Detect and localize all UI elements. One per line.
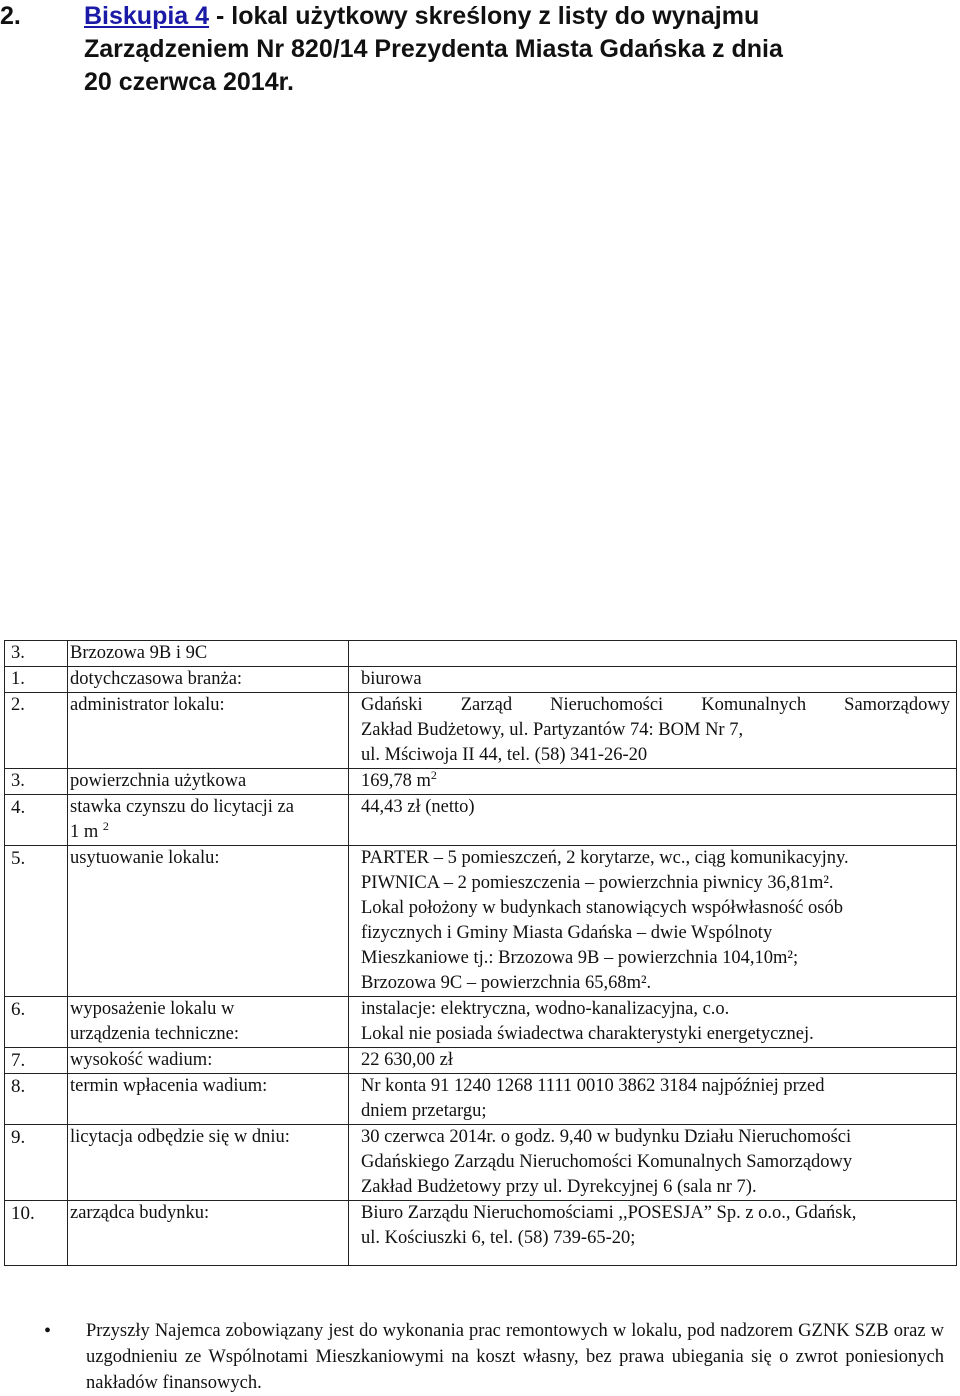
row-number: 6. bbox=[5, 997, 68, 1048]
row-number: 8. bbox=[5, 1074, 68, 1125]
bullet-text: Przyszły Najemca zobowiązany jest do wykonania prac remontowych w lokalu, pod nadzorem GZNK SZB oraz w uzgodnieniu ze Wspólnotami Mieszkaniowymi na koszt własny, bez prawa ubiegania się o zwrot poniesionych nakładów finansowych. bbox=[86, 1321, 944, 1393]
row-label: stawka czynszu do licytacji za 1 m $^2$ bbox=[68, 795, 349, 846]
row-number: 4. bbox=[5, 795, 68, 846]
row-value: Nr konta 91 1240 1268 1111 0010 3862 3184 najpóźniej przed dniem przetargu; bbox=[349, 1074, 957, 1125]
table-row bbox=[5, 769, 957, 795]
row-label: usytuowanie lokalu: bbox=[68, 846, 349, 997]
table-header-row bbox=[5, 641, 957, 667]
heading-text-line3: 20 czerwca 2014r. bbox=[84, 68, 294, 96]
table-row bbox=[5, 1125, 957, 1201]
row-value: PARTER – 5 pomieszczeń, 2 korytarze, wc., ciąg komunikacyjny. PIWNICA – 2 pomieszczenia – powierzchnia piwnicy 36,81m². Lokal położony w budynkach stanowiących współwłasność osób fizycznych i Gminy Miasta Gdańska – dwie Wspólnoty Mieszkaniowe tj.: Brzozowa 9B – powierzchnia 104,10m²; Brzozowa 9C – powierzchnia 65,68m². bbox=[349, 846, 957, 997]
section-number: 3. bbox=[5, 641, 68, 667]
row-label: dotychczasowa branża: bbox=[68, 667, 349, 693]
row-number: 3. bbox=[5, 769, 68, 795]
property-details-table bbox=[4, 640, 957, 1266]
row-number: 5. bbox=[5, 846, 68, 997]
row-label: wysokość wadium: bbox=[68, 1048, 349, 1074]
table-row bbox=[5, 693, 957, 769]
row-value: 169,78 $m^2$ bbox=[349, 769, 957, 795]
row-number: 1. bbox=[5, 667, 68, 693]
table-row bbox=[5, 795, 957, 846]
table-row bbox=[5, 997, 957, 1048]
bullet-note bbox=[44, 1318, 944, 1396]
heading-number: 2. bbox=[0, 2, 21, 30]
table-row bbox=[5, 1074, 957, 1125]
row-value: Gdański Zarząd Nieruchomości Komunalnych Samorządowy Zakład Budżetowy, ul. Partyzantów 74: BOM Nr 7, ul. Mściwoja II 44, tel. (58) 341-26-20 bbox=[349, 693, 957, 769]
row-label: powierzchnia użytkowa bbox=[68, 769, 349, 795]
row-number: 10. bbox=[5, 1201, 68, 1266]
row-value: Biuro Zarządu Nieruchomościami ,,POSESJA” Sp. z o.o., Gdańsk, ul. Kościuszki 6, tel. (58) 739-65-20; bbox=[349, 1201, 957, 1266]
row-number: 2. bbox=[5, 693, 68, 769]
row-number: 9. bbox=[5, 1125, 68, 1201]
table-row bbox=[5, 1048, 957, 1074]
row-label: licytacja odbędzie się w dniu: bbox=[68, 1125, 349, 1201]
row-number: 7. bbox=[5, 1048, 68, 1074]
table-row bbox=[5, 1201, 957, 1266]
table-row bbox=[5, 846, 957, 997]
row-label: zarządca budynku: bbox=[68, 1201, 349, 1266]
heading-text-line2: Zarządzeniem Nr 820/14 Prezydenta Miasta Gdańska z dnia bbox=[84, 35, 783, 63]
row-label: wyposażenie lokalu w urządzenia techniczne: bbox=[68, 997, 349, 1048]
heading-text-line1: - lokal użytkowy skreślony z listy do wynajmu bbox=[209, 2, 760, 30]
bullet-icon: • bbox=[44, 1320, 52, 1342]
section-title: Brzozowa 9B i 9C bbox=[68, 641, 349, 667]
section-heading bbox=[0, 0, 946, 99]
table-row bbox=[5, 667, 957, 693]
row-value: 30 czerwca 2014r. o godz. 9,40 w budynku Działu Nieruchomości Gdańskiego Zarządu Nieruchomości Komunalnych Samorządowy Zakład Budżetowy przy ul. Dyrekcyjnej 6 (sala nr 7). bbox=[349, 1125, 957, 1201]
row-value: biurowa bbox=[349, 667, 957, 693]
row-value: 22 630,00 zł bbox=[349, 1048, 957, 1074]
row-label: administrator lokalu: bbox=[68, 693, 349, 769]
address-link[interactable]: Biskupia 4 bbox=[84, 2, 210, 30]
row-value: 44,43 zł (netto) bbox=[349, 795, 957, 846]
row-label: termin wpłacenia wadium: bbox=[68, 1074, 349, 1125]
row-value: instalacje: elektryczna, wodno-kanalizacyjna, c.o. Lokal nie posiada świadectwa charakterystyki energetycznej. bbox=[349, 997, 957, 1048]
